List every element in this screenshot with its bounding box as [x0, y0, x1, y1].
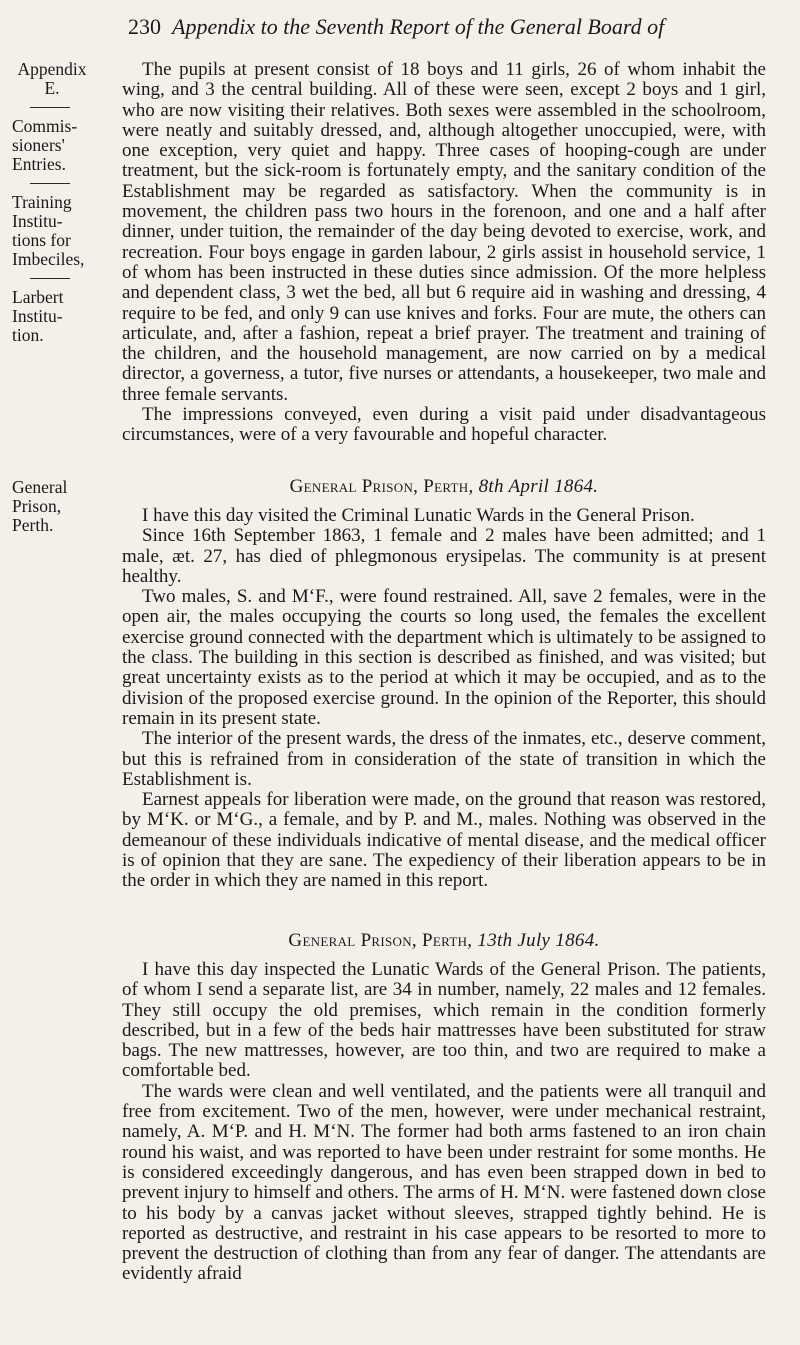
margin-line: Institu- [12, 306, 63, 326]
margin-line: Institu- [12, 211, 63, 231]
margin-divider [30, 107, 70, 108]
heading-date: 8th April 1864. [478, 476, 599, 497]
paragraph: The pupils at present consist of 18 boys and 11 girls, 26 of whom inhabit the wing, and 3 the central building. All of these were seen, except 2 boys and 1 girl, who are now visiting their relatives. Both sexes were assembled in the schoolroom, were neatly and suitably dressed, and, although altogether unoccupied, were, with one exception, very quiet and happy. Three cases of hooping-cough are under treatment, but the sick-room is fortunately empty, and the sanitary condition of the Establishment may be regarded as satisfactory. When the community is in movement, the children pass two hours in the forenoon, and one and a half after dinner, under tuition, the remainder of the day being devoted to exercise, work, and recreation. Four boys engage in garden labour, 2 girls assist in household service, 1 of whom has been instructed in these duties since admission. Of the more helpless and dependent class, 3 wet the bed, all but 6 require aid in washing and dressing, 4 require to be fed, and only 9 can use knives and forks. Four are mute, the others can articulate, and, after a fashion, repeat a brief prayer. The treatment and training of the children, and the household management, are now carried on by a medical director, a governess, a tutor, five nurses or attendants, a housekeeper, two male and three female servants. [122, 59, 766, 405]
running-header [128, 14, 768, 40]
margin-general-prison [12, 478, 116, 535]
margin-line: Prison, [12, 496, 62, 516]
paragraph: I have this day inspected the Lunatic Wards of the General Prison. The patients, of whom I send a separate list, are 34 in number, namely, 22 males and 12 females. They still occupy the old premises, which remain in the condition formerly described, but in a few of the beds hair mattresses have been substituted for straw bags. The new mattresses, however, are too thin, and two are required to make a comfortable bed. [122, 959, 766, 1082]
margin-divider [30, 278, 70, 279]
paragraph: Earnest appeals for liberation were made, on the ground that reason was restored, by M‘K. or M‘G., a female, and by P. and M., males. Nothing was observed in the demeanour of these individuals indicative of mental disease, and the medical officer is of opinion that they are sane. The expediency of their liberation appears to be in the order in which they are named in this report. [122, 789, 766, 892]
margin-appendix [12, 60, 92, 98]
paragraph: The interior of the present wards, the dress of the inmates, etc., deserve comment, but this is refrained from in consideration of the state of transition in which the Establishment is. [122, 728, 766, 790]
margin-notes [12, 60, 116, 345]
margin-line: Appendix [17, 59, 87, 79]
margin-line: Perth. [12, 515, 54, 535]
margin-line: Imbeciles, [12, 249, 85, 269]
margin-line: Training [12, 192, 72, 212]
running-title: Appendix to the Seventh Report of the General Board of [172, 14, 665, 39]
margin-training-institutions [12, 193, 116, 269]
paragraph: Since 16th September 1863, 1 female and 2 males have been admitted; and 1 male, æt. 27, has died of phlegmonous erysipelas. The community is at present healthy. [122, 525, 766, 587]
section-heading [122, 930, 766, 952]
heading-place: General Prison, Perth, [288, 930, 473, 951]
margin-line: Larbert [12, 287, 64, 307]
section-perth-april [122, 476, 766, 892]
section-perth-july [122, 930, 766, 1285]
section-heading [122, 476, 766, 498]
paragraph: The impressions conveyed, even during a visit paid under disadvantageous circumstances, were of a very favourable and hopeful character. [122, 404, 766, 446]
page-number: 230 [128, 14, 161, 39]
margin-commissioners-entries [12, 117, 116, 174]
heading-place: General Prison, Perth, [289, 476, 474, 497]
margin-line: General [12, 477, 68, 497]
margin-line: sioners' [12, 135, 65, 155]
margin-line: E. [44, 78, 60, 98]
paragraph: Two males, S. and M‘F., were found restrained. All, save 2 females, were in the open air, the males occupying the courts so long used, the females the excellent exercise ground connected with the department which is ultimately to be assigned to the class. The building in this section is described as finished, and was visited; but great uncertainty exists as to the period at which it may be occupied, and as to the division of the proposed exercise ground. In the opinion of the Reporter, this should remain in its present state. [122, 586, 766, 729]
margin-larbert-institution [12, 288, 116, 345]
paragraph: I have this day visited the Criminal Lunatic Wards in the General Prison. [142, 505, 695, 526]
margin-divider [30, 183, 70, 184]
paragraph: The wards were clean and well ventilated, and the patients were all tranquil and free from excitement. Two of the men, however, were under mechanical restraint, namely, A. M‘P. and H. M‘N. The former had both arms fastened to an iron chain round his waist, and was reported to have been under restraint for some months. He is considered exceedingly dangerous, and has even been strapped down in bed to prevent injury to himself and others. The arms of H. M‘N. were fastened down close to his body by a canvas jacket without sleeves, strapped tightly behind. He is reported as destructive, and restraint in his case appears to be resorted to more to prevent the destruction of clothing than from any fear of danger. The attendants are evidently afraid [122, 1080, 766, 1285]
section-larbert [122, 60, 766, 446]
margin-line: Entries. [12, 154, 66, 174]
margin-line: tions for [12, 230, 71, 250]
margin-line: tion. [12, 325, 44, 345]
margin-line: Commis- [12, 116, 78, 136]
heading-date: 13th July 1864. [477, 930, 600, 951]
